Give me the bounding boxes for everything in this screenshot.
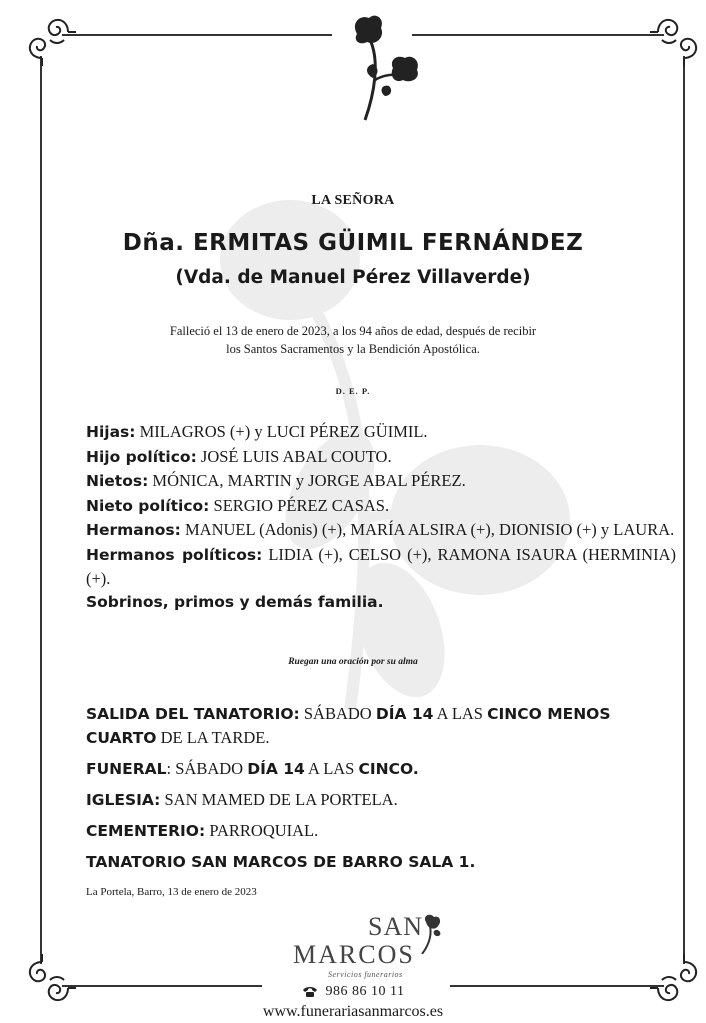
logo-rose-icon <box>416 914 446 954</box>
family-row-hermanos <box>86 518 676 543</box>
service-tanatorio: TANATORIO SAN MARCOS DE BARRO SALA 1. <box>86 853 476 871</box>
service-text: PARROQUIAL. <box>205 821 319 840</box>
death-notice-line-2: los Santos Sacramentos y la Bendición Apostólica. <box>226 342 480 356</box>
services-list <box>86 702 676 881</box>
family-row-nieto-politico <box>86 494 676 519</box>
corner-ornament-top-right <box>648 10 706 68</box>
service-salida <box>86 702 676 750</box>
logo-marcos: MARCOS <box>293 940 415 969</box>
website[interactable]: www.funerariasanmarcos.es <box>262 1003 444 1020</box>
corner-ornament-top-left <box>20 10 78 68</box>
service-day: DÍA 14 <box>375 705 434 723</box>
service-time: CINCO. <box>358 760 419 778</box>
telephone-icon <box>302 986 318 998</box>
family-text: MANUEL (Adonis) (+), MARÍA ALSIRA (+), DIONISIO (+) y LAURA. <box>180 520 675 539</box>
family-label: Hermanos: <box>86 521 181 539</box>
heading: LA SEÑORA <box>311 193 395 208</box>
family-row-hermanos-politicos <box>86 543 676 591</box>
service-day: DÍA 14 <box>247 760 305 778</box>
family-text: JOSÉ LUIS ABAL COUTO. <box>196 446 392 466</box>
family-list <box>86 420 676 614</box>
family-label: Nieto político: <box>86 496 210 515</box>
funeral-home-logo <box>288 912 448 982</box>
widow-of: (Vda. de Manuel Pérez Villaverde) <box>175 267 531 288</box>
service-text: SAN MAMED DE LA PORTELA. <box>160 790 398 809</box>
phone-line <box>0 984 706 1000</box>
service-text: A LAS <box>433 704 488 723</box>
service-iglesia <box>86 788 676 812</box>
deceased-name: Dña. ERMITAS GÜIMIL FERNÁNDEZ <box>122 230 584 256</box>
phone-number[interactable]: 986 86 10 11 <box>325 984 405 999</box>
place-date: La Portela, Barro, 13 de enero de 2023 <box>86 886 257 898</box>
family-row-nietos <box>86 469 676 494</box>
death-notice <box>0 322 706 358</box>
family-label: Hermanos políticos: <box>86 545 263 564</box>
family-text: MÓNICA, MARTIN y JORGE ABAL PÉREZ. <box>148 471 466 490</box>
prayer-request: Ruegan una oración por su alma <box>288 657 418 667</box>
rose-icon <box>345 12 425 124</box>
service-time: CINCO MENOS CUARTO <box>86 705 611 747</box>
service-text: DE LA TARDE. <box>156 728 270 747</box>
family-text: LIDIA (+), CELSO (+), RAMONA ISAURA (HERMINIA) (+). <box>86 544 676 588</box>
service-label: SALIDA DEL TANATORIO: <box>86 705 300 723</box>
service-text: SÁBADO <box>299 704 376 723</box>
dep: D. E. P. <box>335 386 371 396</box>
service-text: A LAS <box>304 759 359 778</box>
service-funeral <box>86 757 676 781</box>
service-label: CEMENTERIO: <box>86 822 206 840</box>
service-label: IGLESIA: <box>86 791 161 809</box>
death-notice-line-1: Falleció el 13 de enero de 2023, a los 94 años de edad, después de recibir <box>169 324 537 338</box>
family-label: Hijas: <box>86 423 136 441</box>
family-closing: Sobrinos, primos y demás familia. <box>86 592 384 611</box>
service-label: FUNERAL <box>86 760 167 778</box>
service-text: : SÁBADO <box>166 759 248 778</box>
logo-san: SAN <box>368 912 424 941</box>
frame-top-left-line <box>62 34 332 36</box>
family-label: Nietos: <box>86 472 149 490</box>
logo-tagline: Servicios funerarios <box>328 970 403 979</box>
service-cementerio <box>86 819 676 843</box>
family-label: Hijo político: <box>86 447 197 466</box>
corner-ornament-bottom-left <box>20 952 78 1010</box>
family-text: SERGIO PÉREZ CASAS. <box>209 495 390 515</box>
corner-ornament-bottom-right <box>648 952 706 1010</box>
frame-top-right-line <box>412 34 664 36</box>
family-text: MILAGROS (+) y LUCI PÉREZ GÜIMIL. <box>135 422 428 441</box>
family-row-hijas <box>86 420 676 445</box>
family-row-hijo-politico <box>86 445 676 470</box>
